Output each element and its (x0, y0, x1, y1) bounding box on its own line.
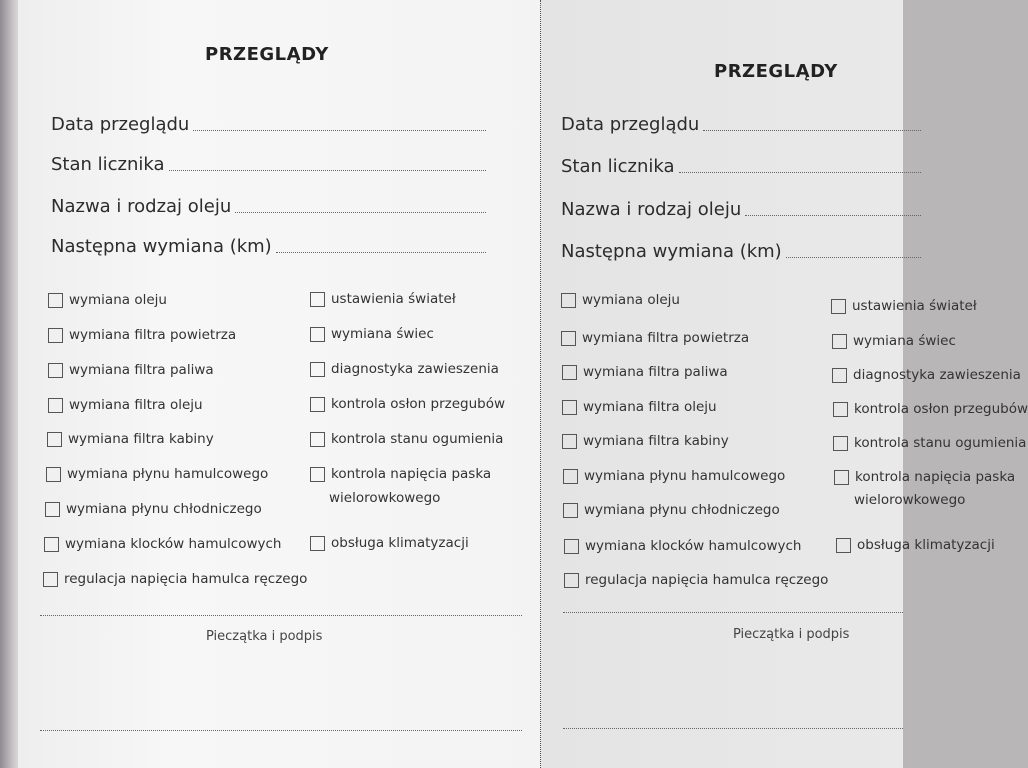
checkbox-icon[interactable] (310, 536, 325, 551)
field-label: Data przeglądu (51, 114, 190, 135)
checkbox-icon[interactable] (831, 299, 846, 314)
field-label: Nazwa i rodzaj oleju (51, 196, 232, 217)
checkbox-label: wymiana oleju (582, 292, 680, 308)
checkbox-icon[interactable] (836, 538, 851, 553)
checkbox-label: wymiana płynu hamulcowego (584, 468, 786, 484)
signature-line (40, 615, 522, 616)
checkbox-item[interactable] (831, 298, 977, 314)
signature-line (563, 728, 903, 729)
checkbox-label: wymiana filtra kabiny (583, 433, 729, 449)
checkbox-label: wymiana filtra paliwa (583, 364, 728, 380)
checkbox-label: wymiana świec (331, 326, 434, 342)
checkbox-label: kontrola osłon przegubów (331, 396, 506, 412)
checkbox-icon[interactable] (561, 293, 576, 308)
checkbox-item[interactable] (836, 537, 995, 553)
checkbox-icon[interactable] (562, 400, 577, 415)
checkbox-item[interactable] (45, 501, 262, 517)
checkbox-item[interactable] (44, 536, 281, 552)
field-odometer[interactable] (561, 156, 921, 177)
checkbox-icon[interactable] (48, 363, 63, 378)
field-label: Nazwa i rodzaj oleju (561, 199, 742, 220)
checkbox-icon[interactable] (310, 362, 325, 377)
field-inspection-date[interactable] (561, 114, 921, 135)
checkbox-item[interactable] (310, 535, 469, 551)
checkbox-item[interactable] (562, 433, 729, 449)
left-page (18, 0, 540, 768)
checkbox-item[interactable] (832, 367, 1021, 383)
checkbox-label: wymiana filtra oleju (69, 397, 203, 413)
field-oil-type[interactable] (51, 196, 486, 217)
signature-line (40, 730, 522, 731)
checkbox-item[interactable] (310, 361, 499, 377)
fill-line (703, 130, 921, 131)
checkbox-item[interactable] (561, 330, 749, 346)
field-inspection-date[interactable] (51, 114, 486, 135)
field-next-change[interactable] (51, 236, 486, 257)
checkbox-label: wymiana świec (853, 333, 956, 349)
signature-line (563, 612, 903, 613)
checkbox-item[interactable] (48, 292, 167, 308)
checkbox-icon[interactable] (48, 293, 63, 308)
checkbox-item[interactable] (833, 435, 1026, 451)
checkbox-icon[interactable] (310, 292, 325, 307)
checkbox-icon[interactable] (47, 432, 62, 447)
checkbox-icon[interactable] (46, 467, 61, 482)
fill-line (235, 212, 486, 213)
checkbox-label: kontrola stanu ogumienia (331, 431, 504, 447)
fill-line (745, 215, 921, 216)
field-label: Następna wymiana (km) (561, 241, 782, 262)
checkbox-icon[interactable] (310, 327, 325, 342)
checkbox-icon[interactable] (564, 539, 579, 554)
checkbox-icon[interactable] (562, 365, 577, 380)
checkbox-icon[interactable] (48, 398, 63, 413)
checkbox-label: wymiana filtra kabiny (68, 431, 214, 447)
checkbox-item[interactable] (564, 538, 801, 554)
checkbox-label: wymiana płynu chłodniczego (66, 501, 262, 517)
checkbox-label: wymiana płynu hamulcowego (67, 466, 269, 482)
checkbox-item[interactable] (310, 291, 456, 307)
checkbox-label: wymiana filtra oleju (583, 399, 717, 415)
fill-line (276, 252, 486, 253)
checkbox-item[interactable] (833, 401, 1028, 417)
checkbox-item[interactable] (564, 572, 828, 588)
checkbox-item[interactable] (563, 468, 785, 484)
checkbox-icon[interactable] (45, 502, 60, 517)
checkbox-icon[interactable] (310, 467, 325, 482)
right-page (540, 0, 1028, 768)
checkbox-item[interactable] (48, 397, 203, 413)
checkbox-icon[interactable] (833, 436, 848, 451)
checkbox-item[interactable] (47, 431, 214, 447)
checkbox-label: obsługa klimatyzacji (331, 535, 469, 551)
checkbox-item[interactable] (832, 333, 956, 349)
stamp-signature-label: Pieczątka i podpis (206, 629, 323, 644)
checkbox-label: regulacja napięcia hamulca ręczego (64, 571, 308, 587)
checkbox-label-continuation: wielorowkowego (854, 492, 966, 508)
checkbox-label: wymiana klocków hamulcowych (65, 536, 282, 552)
checkbox-label: kontrola napięcia paska (331, 466, 492, 482)
checkbox-label: ustawienia świateł (331, 291, 456, 307)
checkbox-icon[interactable] (561, 331, 576, 346)
checkbox-item[interactable] (562, 399, 717, 415)
checkbox-icon[interactable] (833, 402, 848, 417)
checkbox-label: kontrola napięcia paska (855, 469, 1016, 485)
fill-line (786, 257, 921, 258)
checkbox-item[interactable] (834, 469, 1015, 485)
checkbox-label: wymiana filtra powietrza (582, 330, 750, 346)
stamp-signature-label: Pieczątka i podpis (733, 627, 850, 642)
checkbox-icon[interactable] (563, 503, 578, 518)
field-label: Stan licznika (51, 154, 165, 175)
page-title: PRZEGLĄDY (205, 44, 329, 65)
checkbox-icon[interactable] (44, 537, 59, 552)
checkbox-icon[interactable] (310, 432, 325, 447)
checkbox-item[interactable] (563, 502, 780, 518)
checkbox-label: kontrola osłon przegubów (854, 401, 1028, 417)
checkbox-label: wymiana filtra paliwa (69, 362, 214, 378)
checkbox-label: regulacja napięcia hamulca ręczego (585, 572, 829, 588)
field-label: Stan licznika (561, 156, 675, 177)
fill-line (193, 130, 486, 131)
checkbox-label: wymiana oleju (69, 292, 167, 308)
checkbox-item[interactable] (310, 466, 491, 482)
checkbox-item[interactable] (310, 396, 505, 412)
checkbox-label: wymiana płynu chłodniczego (584, 502, 780, 518)
checkbox-label: diagnostyka zawieszenia (853, 367, 1021, 383)
field-label: Data przeglądu (561, 114, 700, 135)
checkbox-label: ustawienia świateł (852, 298, 977, 314)
checkbox-item[interactable] (46, 466, 268, 482)
checkbox-icon[interactable] (563, 469, 578, 484)
checkbox-icon[interactable] (43, 572, 58, 587)
fill-line (679, 172, 921, 173)
checkbox-item[interactable] (310, 431, 503, 447)
checkbox-icon[interactable] (832, 334, 847, 349)
checkbox-icon[interactable] (48, 328, 63, 343)
checkbox-item[interactable] (48, 362, 214, 378)
checkbox-item[interactable] (310, 326, 434, 342)
checkbox-icon[interactable] (310, 397, 325, 412)
checkbox-label-continuation: wielorowkowego (329, 490, 441, 506)
field-label: Następna wymiana (km) (51, 236, 272, 257)
checkbox-icon[interactable] (564, 573, 579, 588)
field-oil-type[interactable] (561, 199, 921, 220)
checkbox-item[interactable] (48, 327, 236, 343)
field-odometer[interactable] (51, 154, 486, 175)
checkbox-label: wymiana filtra powietrza (69, 327, 237, 343)
checkbox-icon[interactable] (834, 470, 849, 485)
checkbox-label: kontrola stanu ogumienia (854, 435, 1027, 451)
page-title: PRZEGLĄDY (714, 61, 838, 82)
checkbox-label: diagnostyka zawieszenia (331, 361, 499, 377)
checkbox-item[interactable] (43, 571, 307, 587)
checkbox-label: wymiana klocków hamulcowych (585, 538, 802, 554)
checkbox-label: obsługa klimatyzacji (857, 537, 995, 553)
field-next-change[interactable] (561, 241, 921, 262)
checkbox-icon[interactable] (832, 368, 847, 383)
checkbox-item[interactable] (562, 364, 728, 380)
checkbox-item[interactable] (561, 292, 680, 308)
checkbox-icon[interactable] (562, 434, 577, 449)
fill-line (169, 170, 486, 171)
